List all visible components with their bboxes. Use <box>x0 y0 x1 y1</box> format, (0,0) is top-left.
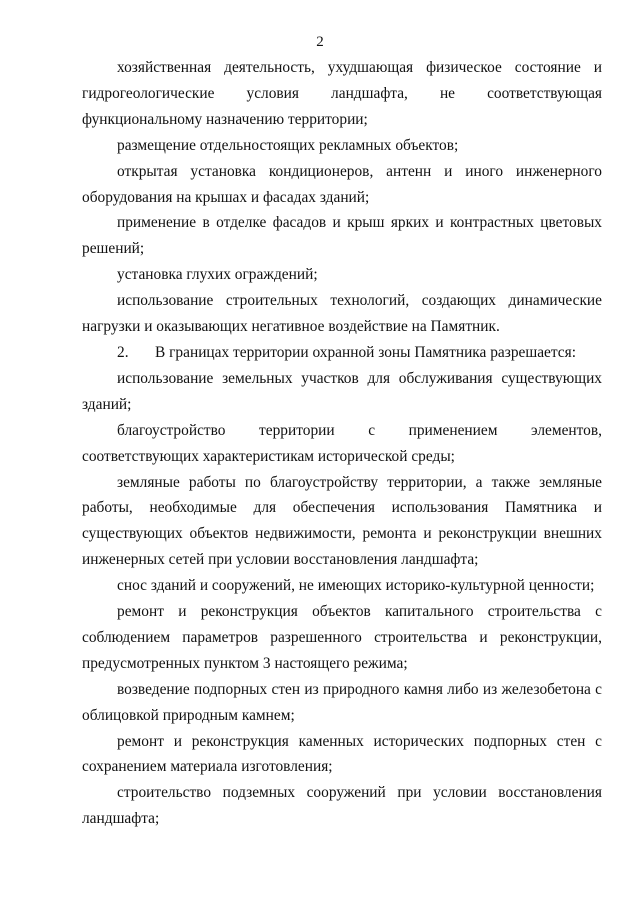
allowed-item-demolition: снос зданий и сооружений, не имеющих историко-культурной ценности; <box>117 577 595 595</box>
paragraph-prohibited-activity: хозяйственная деятельность, ухудшающая физическое состояние и гидрогеологические условия ландшафта, не соответствующая функциональному назначению территории; <box>82 59 602 128</box>
allowed-item-underground: строительство подземных сооружений при условии восстановления ландшафта; <box>82 784 602 828</box>
paragraph-equipment: открытая установка кондиционеров, антенн и иного инженерного оборудования на крышах и фасадах зданий; <box>82 162 602 206</box>
paragraph-colors: применение в отделке фасадов и крыш ярких и контрастных цветовых решений; <box>82 214 602 258</box>
allowed-item-repair: ремонт и реконструкция объектов капитального строительства с соблюдением параметров разрешенного строительства и реконструкции, предусмотренных пунктом 3 настоящего режима; <box>82 603 602 672</box>
section-2-heading <box>82 340 602 366</box>
section-2-number: 2. <box>117 343 129 361</box>
allowed-item-landscaping: благоустройство территории с применением элементов, соответствующих характеристикам исторической среды; <box>82 421 602 465</box>
paragraph-advertising: размещение отдельностоящих рекламных объектов; <box>117 136 459 154</box>
section-2-text: В границах территории охранной зоны Памятника разрешается: <box>155 343 576 361</box>
allowed-item-land-use: использование земельных участков для обслуживания существующих зданий; <box>82 369 602 413</box>
allowed-item-retaining-walls: возведение подпорных стен из природного камня либо из железобетона с облицовкой природным камнем; <box>82 680 602 724</box>
document-body <box>82 55 602 832</box>
paragraph-technologies: использование строительных технологий, создающих динамические нагрузки и оказывающих негативное воздействие на Памятник. <box>82 292 602 336</box>
allowed-item-historic-walls: ремонт и реконструкция каменных исторических подпорных стен с сохранением материала изготовления; <box>82 732 602 776</box>
page-number: 2 <box>316 34 324 50</box>
paragraph-fences: установка глухих ограждений; <box>117 266 318 284</box>
allowed-item-earthworks: земляные работы по благоустройству территории, а также земляные работы, необходимые для обеспечения использования Памятника и существующих объектов недвижимости, ремонта и реконструкции внешних инженерных сетей при условии восстановления ландшафта; <box>82 473 602 569</box>
